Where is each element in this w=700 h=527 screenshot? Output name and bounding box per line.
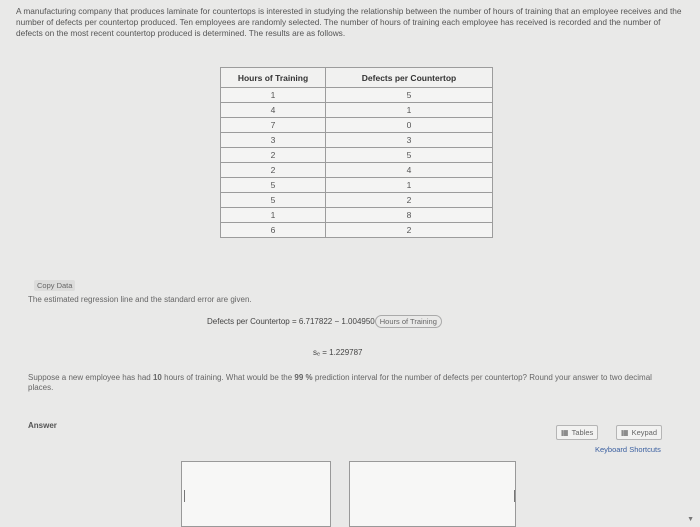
table-row xyxy=(221,193,493,208)
keyboard-shortcuts-link[interactable]: Keyboard Shortcuts xyxy=(595,445,661,454)
input-caret xyxy=(184,490,185,502)
tables-button[interactable] xyxy=(556,425,598,440)
table-row xyxy=(221,133,493,148)
given-text: The estimated regression line and the standard error are given. xyxy=(28,295,252,304)
equation-equals: = xyxy=(291,317,297,326)
question-middle: hours of training. What would be the xyxy=(161,373,295,382)
table-row xyxy=(221,178,493,193)
table-row xyxy=(221,88,493,103)
table-row xyxy=(221,103,493,118)
table-icon: ▦ xyxy=(561,428,569,437)
cell-hours: 2 xyxy=(221,148,326,163)
cell-hours: 6 xyxy=(221,223,326,238)
table-row xyxy=(221,118,493,133)
cell-defects: 2 xyxy=(326,193,493,208)
equation-minus: − xyxy=(334,317,340,326)
question-text xyxy=(28,373,668,393)
copy-data-button[interactable]: Copy Data xyxy=(34,280,75,291)
question-hours: 10 xyxy=(152,373,162,382)
problem-intro: A manufacturing company that produces laminate for countertops is interested in studying the relationship between the number of hours of training that an employee receives and the number of defects per countertop produced. Ten employees are randomly selected. The number of hours of training each employee has received is recorded and the number of defects on the most recent countertop produced is determined. The results are as follows. xyxy=(16,6,682,38)
cell-hours: 2 xyxy=(221,163,326,178)
question-prefix: Suppose a new employee has had xyxy=(28,373,153,382)
cell-defects: 1 xyxy=(326,103,493,118)
cell-defects: 5 xyxy=(326,88,493,103)
cell-defects: 0 xyxy=(326,118,493,133)
se-equals: = xyxy=(322,348,327,357)
equation-variable: Hours of Training xyxy=(375,315,442,328)
se-value: 1.229787 xyxy=(329,348,363,357)
equation-lhs: Defects per Countertop xyxy=(207,317,290,326)
upper-bound-input[interactable] xyxy=(349,461,516,527)
answer-label: Answer xyxy=(28,421,57,430)
cell-defects: 3 xyxy=(326,133,493,148)
header-defects: Defects per Countertop xyxy=(326,68,493,88)
equation-intercept: 6.717822 xyxy=(298,317,333,326)
cell-defects: 8 xyxy=(326,208,493,223)
cell-hours: 7 xyxy=(221,118,326,133)
keypad-icon: ▦ xyxy=(621,428,629,437)
table-row xyxy=(221,208,493,223)
cell-hours: 1 xyxy=(221,88,326,103)
training-defects-table xyxy=(220,67,493,238)
header-hours: Hours of Training xyxy=(221,68,326,88)
cell-defects: 2 xyxy=(326,223,493,238)
standard-error xyxy=(313,348,363,357)
cell-defects: 1 xyxy=(326,178,493,193)
lower-bound-input[interactable] xyxy=(181,461,331,527)
se-symbol: sₑ xyxy=(313,348,320,357)
scroll-down-icon[interactable]: ▼ xyxy=(687,516,694,523)
cell-hours: 5 xyxy=(221,193,326,208)
table-row xyxy=(221,223,493,238)
question-confidence: 99 % xyxy=(294,373,313,382)
cell-hours: 4 xyxy=(221,103,326,118)
cell-hours: 1 xyxy=(221,208,326,223)
keypad-button[interactable] xyxy=(616,425,662,440)
equation-slope: 1.004950 xyxy=(341,317,375,326)
cell-hours: 3 xyxy=(221,133,326,148)
cell-defects: 4 xyxy=(326,163,493,178)
table-header-row xyxy=(221,68,493,88)
tables-label: Tables xyxy=(571,428,594,437)
table-row xyxy=(221,163,493,178)
regression-equation xyxy=(207,315,442,328)
cell-hours: 5 xyxy=(221,178,326,193)
keypad-label: Keypad xyxy=(631,428,657,437)
question-suffix: prediction interval for the number of defects per countertop? Round your answer to two decimal places. xyxy=(28,373,652,392)
table-row xyxy=(221,148,493,163)
input-caret xyxy=(514,490,515,502)
cell-defects: 5 xyxy=(326,148,493,163)
